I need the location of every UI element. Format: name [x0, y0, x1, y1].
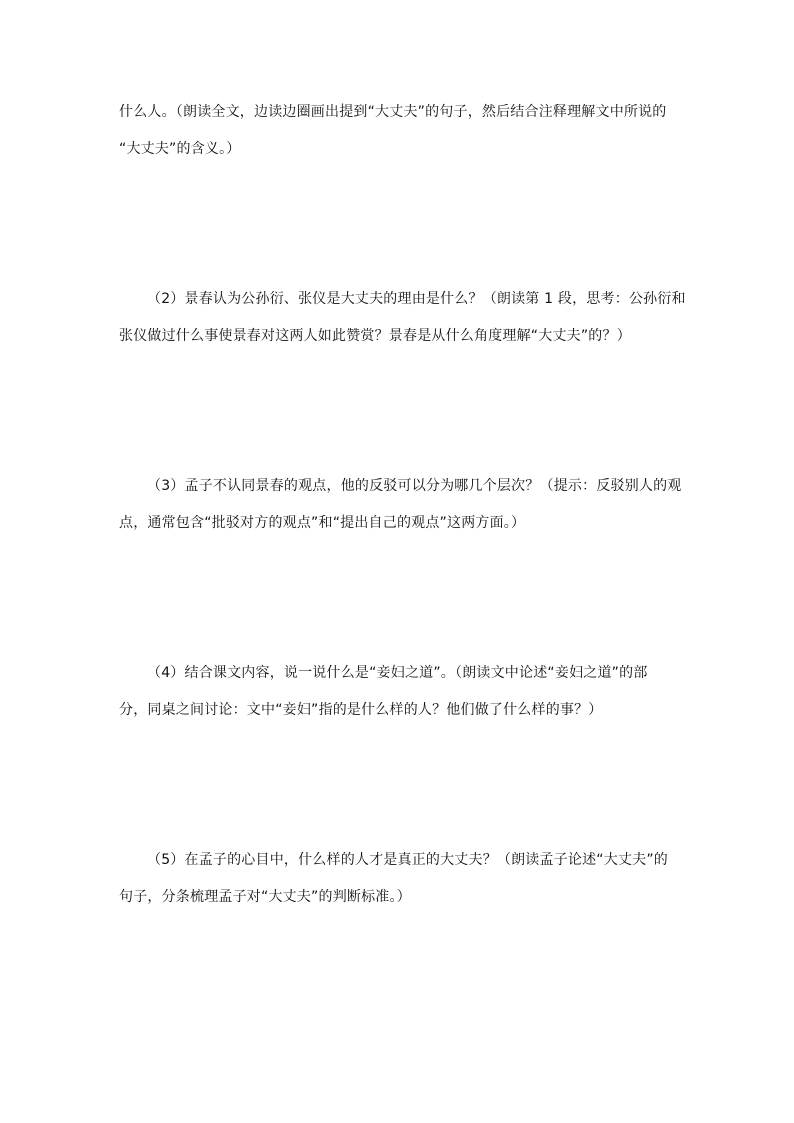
text-line: （5）在孟子的心目中，什么样的人才是真正的大丈夫？（朗读孟子论述“大丈夫”的: [147, 852, 669, 868]
text-line: （3）孟子不认同景春的观点，他的反驳可以分为哪几个层次？（提示：反驳别人的观: [147, 478, 682, 494]
text-line: 句子，分条梳理孟子对“大丈夫”的判断标准。）: [119, 889, 411, 905]
text-line: 什么人。（朗读全文，边读边圈画出提到“大丈夫”的句子，然后结合注释理解文中所说的: [119, 104, 667, 120]
text-line: 分，同桌之间讨论：文中“妾妇”指的是什么样的人？他们做了什么样的事？）: [119, 702, 603, 718]
text-line: “大丈夫”的含义。）: [119, 141, 241, 157]
paragraph-question-2: [119, 281, 686, 355]
paragraph-question-5: [119, 842, 679, 916]
paragraph-question-4: [119, 655, 679, 729]
paragraph-question-3: [119, 468, 682, 542]
text-line: 张仪做过什么事使景春对这两人如此赞赏？景春是从什么角度理解“大丈夫”的？）: [119, 328, 631, 344]
text-line: 点，通常包含“批驳对方的观点”和“提出自己的观点”这两方面。）: [119, 515, 526, 531]
text-line: （4）结合课文内容，说一说什么是“妾妇之道”。（朗读文中论述“妾妇之道”的部: [147, 665, 648, 681]
paragraph-question-1-continued: [119, 94, 679, 168]
text-line: （2）景春认为公孙衍、张仪是大丈夫的理由是什么？（朗读第 1 段，思考：公孙衍和: [147, 291, 686, 307]
